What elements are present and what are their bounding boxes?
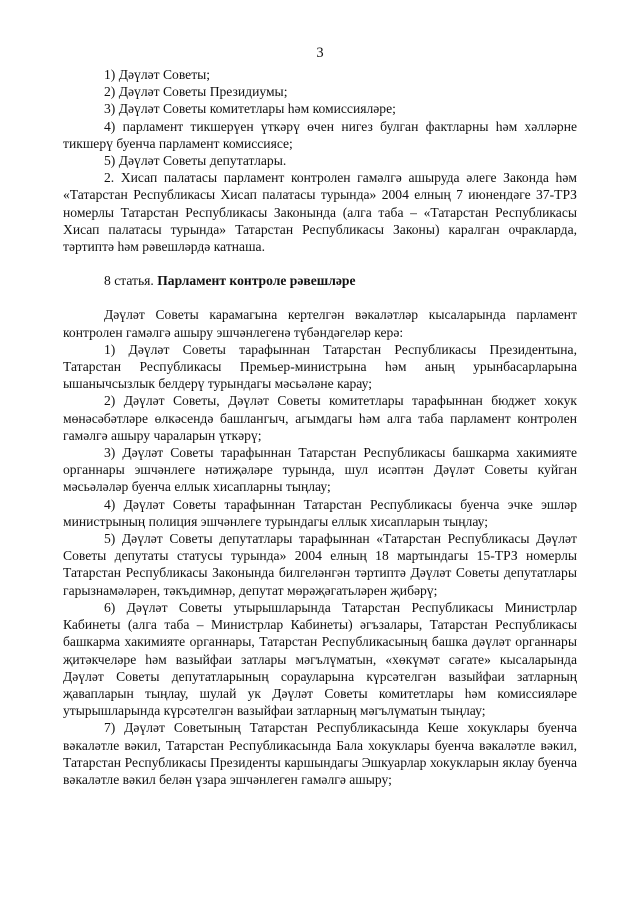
list-item: 1) Дәүләт Советы; [104, 67, 211, 82]
article-number: 8 статья. [104, 273, 154, 289]
list-item: 2) Дәүләт Советы, Дәүләт Советы комитетлары тарафыннан бюджет хокук мөнәсәбәтләре өлкәсендә башлангыч, агымдагы һәм алга таба парламент контролен гамәлгә ашыру чараларын үткәрү; [63, 393, 577, 443]
paragraph: 2. Хисап палатасы парламент контролен гамәлгә ашыруда әлеге Законда һәм «Татарстан Республикасы Хисап палатасы турында» 2004 елның 7 июнендәге 37-ТРЗ номерлы Татарстан Республикасы Законында (алга таба – «Татарстан Республикасы Хисап палатасы турында» Татарстан Республикасы Законы) каралган очракларда, тәртиптә һәм рәвешләрдә катнаша. [63, 170, 577, 255]
list-item: 7) Дәүләт Советының Татарстан Республикасында Кеше хокуклары буенча вәкаләтле вәкил, Татарстан Республикасында Бала хокуклары буенча вәкаләтле вәкил, Татарстан Республикасы Президенты каршындагы Эшкуарлар хокукларын яклау буенча вәкаләтле вәкил белән үзара эшчәнлеген гамәлгә ашыру; [63, 720, 577, 787]
list-item: 2) Дәүләт Советы Президиумы; [104, 84, 288, 100]
document-body [63, 66, 577, 788]
list-item: 4) парламент тикшерүен үткәрү өчен нигез булган фактларны һәм хәлләрне тикшерү буенча парламент комиссиясе; [63, 118, 577, 151]
page-number: 3 [316, 45, 324, 61]
list-item: 3) Дәүләт Советы тарафыннан Татарстан Республикасы башкарма хакимияте органнары эшчәнлеге нәтиҗәләре турында, шул исәптән Дәүләт Советы куйган мәсьәләләр буенча еллык хисапларны тыңлау; [63, 445, 577, 495]
paragraph: Дәүләт Советы карамагына кертелгән вәкаләтләр кысаларында парламент контролен гамәлгә ашыру эшчәнлегенә түбәндәгеләр керә: [63, 307, 577, 340]
list-item: 4) Дәүләт Советы тарафыннан Татарстан Республикасы буенча эчке эшләр министрының полиция эшчәнлеге турындагы еллык хисапларын тыңлау; [63, 496, 577, 529]
article-heading [63, 272, 577, 289]
list-item: 3) Дәүләт Советы комитетлары һәм комиссияләре; [104, 101, 396, 117]
list-item: 1) Дәүләт Советы тарафыннан Татарстан Республикасы Президентына, Татарстан Республикасы Премьер-министрына һәм аның урынбасарларына ышанычсызлык белдерү турындагы мәсьәләне карау; [63, 341, 577, 392]
list-item: 5) Дәүләт Советы депутатлары тарафыннан «Татарстан Республикасы Дәүләт Советы депутаты статусы турында» 2004 елның 18 мартындагы 15-ТРЗ номерлы Татарстан Республикасы Законында билгеләнгән тәртиптә Дәүләт Советы депутатлары гарызнамәләрен, тәкъдимнәр, депутат мөрәҗәгатьләрен җибәрү; [63, 531, 577, 598]
article-title: Парламент контроле рәвешләре [157, 273, 356, 289]
list-item: 5) Дәүләт Советы депутатлары. [104, 153, 287, 169]
list-item: 6) Дәүләт Советы утырышларында Татарстан Республикасы Министрлар Кабинеты (алга таба – Министрлар Кабинеты) әгъзалары, Татарстан Республикасы башкарма хакимияте органнары, Татарстан Республикасының башка дәүләт органнары җитәкчеләре һәм вазыйфаи затлары мәгълүматын, «хөкүмәт сәгате» кысаларында Дәүләт Советы депутатларының сорауларына күрсәтелгән вазыйфаи затларның җавапларын тыңлау, шулай ук Дәүләт Советы комитетлары һәм комиссияләре утырышларында күрсәтелгән вазыйфаи затларның мәгълүматын тыңлау; [63, 599, 577, 719]
